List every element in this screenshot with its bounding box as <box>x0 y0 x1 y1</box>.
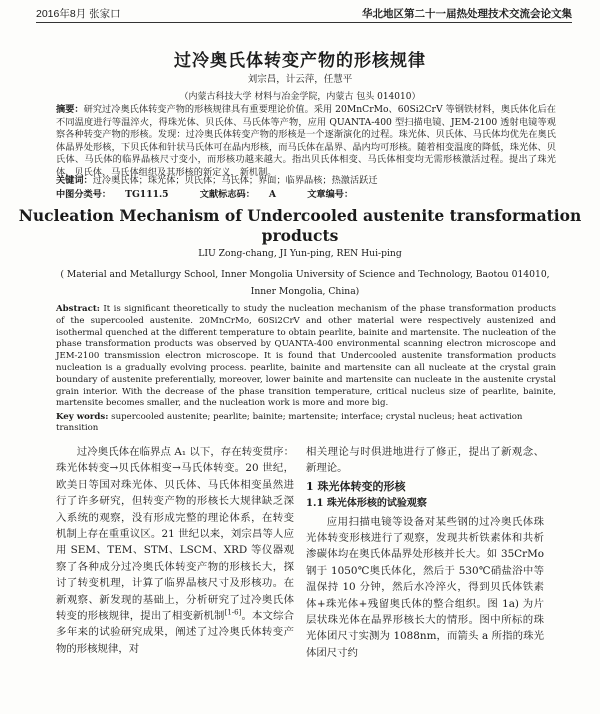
running-header-right: 华北地区第二十一届热处理技术交流会论文集 <box>362 8 572 20</box>
cn-keywords-label: 关键词： <box>56 175 93 186</box>
en-keywords <box>56 412 556 434</box>
body-column-right <box>306 444 544 661</box>
cn-title: 过冷奥氏体转变产物的形核规律 <box>174 51 426 71</box>
header-rule <box>36 22 572 23</box>
en-title: Nucleation Mechanism of Undercooled austenite transformation products <box>18 206 582 245</box>
cn-keywords <box>56 175 556 187</box>
cn-keywords-text: 过冷奥氏体；珠光体；贝氏体；马氏体；界面；临界晶核；热激活跃迁 <box>92 175 378 186</box>
article-no-label: 文章编号： <box>307 189 354 200</box>
cn-classification-line <box>56 189 556 201</box>
running-header <box>36 6 572 22</box>
intro-text: 过冷奥氏体在临界点 A₁ 以下，存在转变贯序：珠光体转变→贝氏体相变→马氏体转变。20 世纪，欧美日等国对珠光体、贝氏体、马氏体相变虽然进行了许多研究，但转变产物的形核长大规律缺乏深入系统的观察，没有形成完整的理论体系，在转变机制上存在重重议区。21 世纪以来，刘宗昌等人应用 SEM、TEM、STM、LSCM、XRD 等仪器观察了各种成分过冷奥氏体转变产物的形核长大，探讨了转变机理，计算了临界晶核尺寸及形核功。在新观察、新发现的基础上，分析研究了过冷奥氏体转变的形核规律，提出了相变新机制 <box>56 446 294 623</box>
doc-code-value: A <box>268 189 277 200</box>
intro-citation: [1-6] <box>224 608 242 617</box>
clc-group <box>56 189 183 200</box>
section-1-1-heading: 1.1 珠光体形核的试验观察 <box>306 498 427 510</box>
en-abstract-label: Abstract: <box>56 304 100 314</box>
doc-code-group <box>200 189 290 200</box>
en-keywords-label: Key words: <box>56 412 109 422</box>
clc-value: TG111.5 <box>125 189 169 200</box>
cn-abstract-label: 摘要： <box>56 104 84 115</box>
cn-affiliation: （内蒙古科技大学 材料与冶金学院，内蒙古 包头 014010） <box>179 92 421 102</box>
cn-abstract <box>56 104 556 180</box>
intro-text-end: 。本文综合多年来的试验研究成果，阐述了过冷奥氏体转变产物的形核规律，对 <box>56 610 295 655</box>
en-abstract-text: It is significant theoretically to study the nucleation mechanism of the phase transformation products of the supercooled austenite. 20MnCrMo, 60Si2CrV and other material were respectively austenized and isothermal quenched at the different temperature to obtain pearlite, bainite and martensite. The nucleation of the phase transformation products was observed by QUANTA-400 environmental scanning electron microscope and JEM-2100 transmission electron microscope. It is found that Undercooled austenite transformation products nucleation is a gradually evolving process. pearlite, bainite and martensite can all nucleate at the crystal grain boundary of austenite preferentially, moreover, lower bainite and martensite can nucleate in the austenite crystal grain interior. With the decrease of the phase transition temperature, critical nucleus size of pearlite, bainite, martensite becomes smaller, and the nucleation work is more and more big. <box>56 304 556 409</box>
section-1-heading: 1 珠光体转变的形核 <box>306 479 406 493</box>
clc-label: 中图分类号： <box>56 189 112 200</box>
cn-abstract-text: 研究过冷奥氏体转变产物的形核规律具有重要理论价值。采用 20MnCrMo、60Si2CrV 等钢铁材料，奥氏体化后在不同温度进行等温淬火，得珠光体、贝氏体、马氏体等产物，应用 QUANTA-400 型扫描电镜、JEM-2100 透射电镜等观察各种转变产物的形核。发现：过冷奥氏体转变产物的形核是一个逐渐演化的过程。珠光体、贝氏体、马氏体均优先在奥氏体晶界处形核，下贝氏体和针状马氏体可在晶内形核，而马氏体在晶界、晶内均可形核。随着相变温度的降低，珠光体、贝氏体、马氏体的临界晶核尺寸变小，而形核功越来越大。指出贝氏体相变、马氏体相变均无需形核激活过程。提出了珠光体、贝氏体、马氏体组织及其形核的新定义，新机制。 <box>56 104 556 178</box>
section-1-1-paragraph: 应用扫描电镜等设备对某些钢的过冷奥氏体珠光体转变形核进行了观察，发现共析铁素体和共析渗碳体均在奥氏体晶界处形核并长大。如 35CrMo 钢于 1050℃奥氏体化，然后于 530℃硝盐浴中等温保持 10 分钟，然后水冷淬火，得到贝氏体铁素体+珠光体+残留奥氏体的整合组织。图 1a) 为片层状珠光体在晶界形核长大的情形。图中所标的珠光体团尺寸实测为 1088nm，而箭头 a 所指的珠光体团尺寸约 <box>306 515 544 659</box>
right-paragraph-continued: 相关理论与时俱进地进行了修正，提出了新观念、新理论。 <box>306 446 544 475</box>
body-column-left <box>56 444 294 657</box>
en-abstract <box>56 304 556 410</box>
en-affiliation: ( Material and Metallurgy School, Inner Mongolia University of Science and Technology, Baotou 014010, Inner Mongolia, China) <box>60 269 550 297</box>
intro-paragraph <box>56 444 294 657</box>
en-authors: LIU Zong-chang, JI Yun-ping, REN Hui-ping <box>198 248 402 259</box>
running-header-left: 2016年8月 张家口 <box>36 8 121 20</box>
cn-authors: 刘宗昌，计云萍，任慧平 <box>247 74 353 85</box>
doc-code-label: 文献标志码： <box>199 189 255 200</box>
en-keywords-text: supercooled austenite; pearlite; bainite; martensite; interface; crystal nucleus; heat activation transition <box>56 412 523 433</box>
